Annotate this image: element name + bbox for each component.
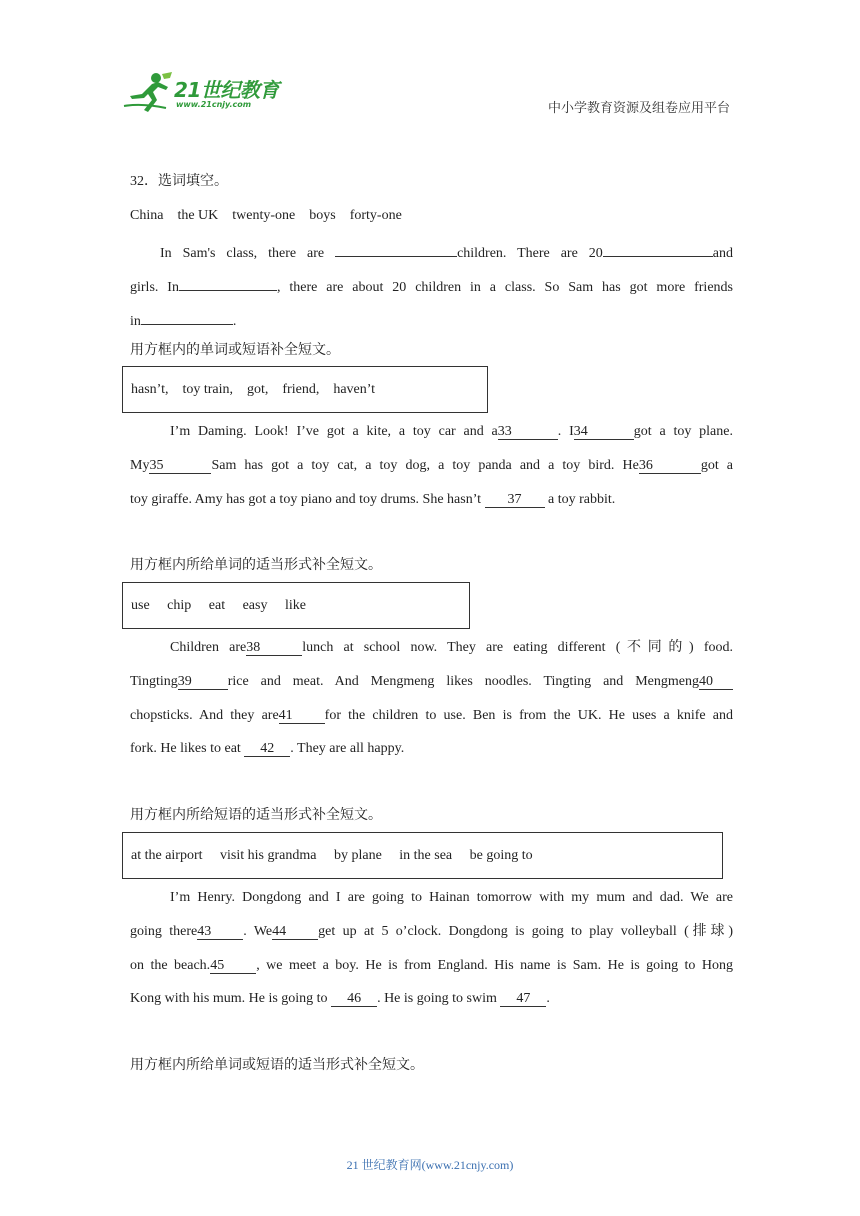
passage-line: chopsticks. And they are41 for the children to use. Ben is from the UK. He uses a knife and xyxy=(130,708,733,723)
passage-line: fork. He likes to eat 42 . They are all happy. xyxy=(130,741,405,756)
passage-line: I’m Henry. Dongdong and I are going to Hainan tomorrow with my mum and dad. We are xyxy=(170,890,733,905)
passage-line: toy giraffe. Amy has got a toy piano and toy drums. She hasn’t 37 a toy rabbit. xyxy=(130,492,616,507)
passage-line: in . xyxy=(130,309,733,331)
section-instruction: 用方框内所给单词或短语的适当形式补全短文。 xyxy=(130,1058,424,1073)
answer-blank-41[interactable]: 41 xyxy=(279,708,325,724)
passage-line: In Sam's class, there are children. There are 20 and xyxy=(130,241,733,263)
word-box: use chip eat easy like xyxy=(122,582,470,629)
passage-line: Kong with his mum. He is going to 46 . He is going to swim 47 . xyxy=(130,991,550,1006)
answer-blank-39[interactable]: 39 xyxy=(178,674,228,690)
answer-blank-42[interactable]: 42 xyxy=(244,741,290,757)
answer-blank-37[interactable]: 37 xyxy=(485,492,545,508)
passage-line: girls. In , there are about 20 children in a class. So Sam has got more friends xyxy=(130,275,733,297)
word-box: hasn’t, toy train, got, friend, haven’t xyxy=(122,366,488,413)
logo-url: www.21cnjy.com xyxy=(176,100,252,109)
answer-blank-47[interactable]: 47 xyxy=(500,991,546,1007)
site-logo xyxy=(122,70,292,114)
passage-line: I’m Daming. Look! I’ve got a kite, a toy car and a33 . I34 got a toy plane. xyxy=(170,424,733,439)
answer-blank[interactable] xyxy=(603,241,713,257)
answer-blank[interactable] xyxy=(141,309,233,325)
answer-blank-35[interactable]: 35 xyxy=(149,458,211,474)
platform-name: 中小学教育资源及组卷应用平台 xyxy=(548,100,731,115)
passage-line: going there43 . We44 get up at 5 o’clock. Dongdong is going to play volleyball (排球) xyxy=(130,924,734,939)
answer-blank-45[interactable]: 45 xyxy=(210,958,256,974)
question-title: 32．选词填空。 xyxy=(130,174,228,189)
passage-line: on the beach.45 , we meet a boy. He is from England. His name is Sam. He is going to Hong xyxy=(130,958,733,973)
runner-icon xyxy=(122,70,174,114)
passage-line: My35 Sam has got a toy cat, a toy dog, a toy panda and a toy bird. He36 got a xyxy=(130,458,733,473)
passage-line: Children are38 lunch at school now. They are eating different (不同的) food. xyxy=(170,640,733,655)
answer-blank-36[interactable]: 36 xyxy=(639,458,701,474)
section-instruction: 用方框内的单词或短语补全短文。 xyxy=(130,343,340,358)
answer-blank-43[interactable]: 43 xyxy=(197,924,243,940)
answer-blank[interactable] xyxy=(335,241,457,257)
answer-blank-34[interactable]: 34 xyxy=(574,424,634,440)
word-box: at the airport visit his grandma by plane in the sea be going to xyxy=(122,832,723,879)
answer-blank-46[interactable]: 46 xyxy=(331,991,377,1007)
answer-blank-38[interactable]: 38 xyxy=(246,640,302,656)
answer-blank-33[interactable]: 33 xyxy=(498,424,558,440)
word-bank: China the UK twenty-one boys forty-one xyxy=(130,208,402,223)
answer-blank[interactable] xyxy=(179,275,277,291)
answer-blank-44[interactable]: 44 xyxy=(272,924,318,940)
section-instruction: 用方框内所给短语的适当形式补全短文。 xyxy=(130,808,382,823)
section-instruction: 用方框内所给单词的适当形式补全短文。 xyxy=(130,558,382,573)
logo-text: 21世纪教育 xyxy=(174,78,279,102)
page-footer: 21 世纪教育网(www.21cnjy.com) xyxy=(346,1158,514,1172)
answer-blank-40[interactable]: 40 xyxy=(699,674,733,690)
passage-line: Tingting39 rice and meat. And Mengmeng likes noodles. Tingting and Mengmeng40 xyxy=(130,673,733,691)
